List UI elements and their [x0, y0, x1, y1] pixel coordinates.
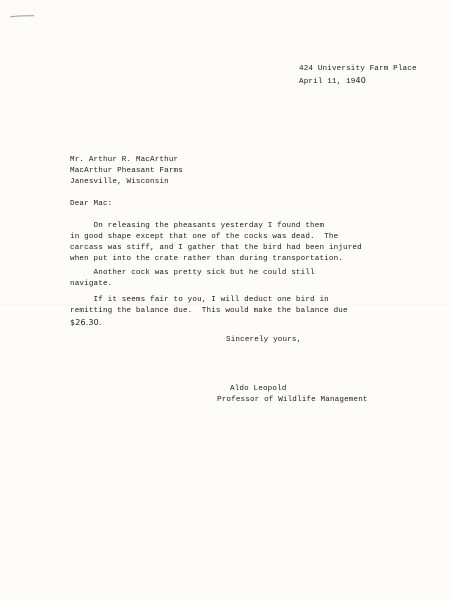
recipient-company: MacArthur Pheasant Farms [70, 167, 183, 175]
sender-date [299, 77, 366, 87]
signature-name: Aldo Leopold [230, 385, 287, 393]
salutation: Dear Mac: [70, 200, 113, 208]
signature-title: Professor of Wildlife Management [217, 396, 368, 404]
body-line: in good shape except that one of the cocks was dead. The [70, 233, 339, 241]
body-line: when put into the crate rather than during transportation. [70, 255, 344, 263]
body-line: remitting the balance due. This would make the balance due [70, 307, 348, 315]
body-line: If it seems fair to you, I will deduct one bird in [70, 296, 329, 304]
sender-street: 424 University Farm Place [299, 65, 417, 73]
body-line: Another cock was pretty sick but he could still [70, 269, 315, 277]
body-line: carcass was stiff, and I gather that the bird had been injured [70, 244, 362, 252]
sender-date-year-handwritten: 40 [355, 76, 366, 85]
body-line: navigate. [70, 280, 113, 288]
recipient-name: Mr. Arthur R. MacArthur [70, 156, 179, 164]
recipient-city: Janesville, Wisconsin [70, 178, 169, 186]
pen-mark [10, 15, 34, 18]
balance-amount-handwritten: $26.30. [70, 318, 102, 327]
body-line: On releasing the pheasants yesterday I found them [70, 222, 325, 230]
sender-date-typed: April 11, 19 [299, 78, 356, 86]
closing: Sincerely yours, [226, 336, 302, 344]
